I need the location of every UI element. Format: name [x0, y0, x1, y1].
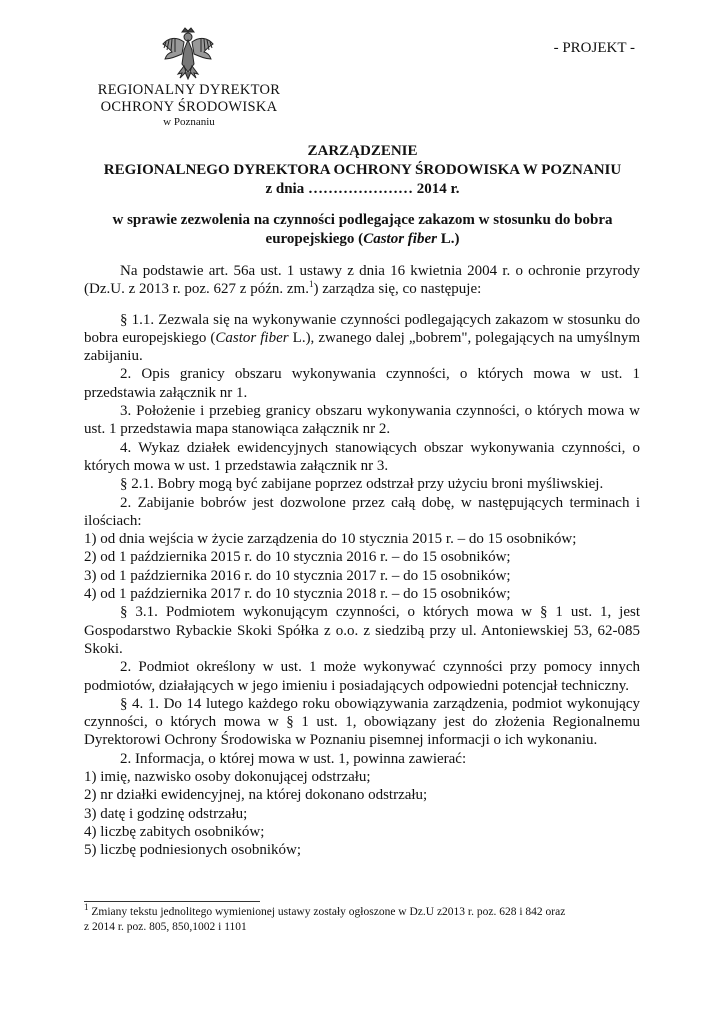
section-1-4: 4. Wykaz działek ewidencyjnych stanowiących obszar wykonywania czynności, o których mowa w ust. 1 przedstawia załącznik nr 3.	[84, 439, 640, 474]
section-3-2: 2. Podmiot określony w ust. 1 może wykonywać czynności przy pomocy innych podmiotów, działających w jego imieniu i posiadających odpowiedni potencjał techniczny.	[84, 659, 640, 694]
list-item: 4) od 1 października 2017 r. do 10 stycznia 2018 r. – do 15 osobników;	[84, 586, 511, 603]
list-item: 1) imię, nazwisko osoby dokonującej odstrzału;	[84, 769, 371, 786]
section-1-3: 3. Położenie i przebieg granicy obszaru wykonywania czynności, o których mowa w ust. 1 przedstawia mapa stanowiąca załącznik nr 2.	[84, 403, 640, 438]
footnote-divider	[84, 901, 260, 902]
list-item: 1) od dnia wejścia w życie zarządzenia do 10 stycznia 2015 r. – do 15 osobników;	[84, 531, 577, 548]
section-1-1: § 1.1. Zezwala się na wykonywanie czynności podlegających zakazom w stosunku do bobra europejskiego (Castor fiber L.), zwanego dalej „bobrem", polegających na umyślnym zabijaniu.	[84, 311, 640, 365]
draft-label: - PROJEKT -	[553, 40, 635, 56]
section-1-2: 2. Opis granicy obszaru wykonywania czynności, o których mowa w ust. 1 przedstawia załącznik nr 1.	[84, 366, 640, 401]
document-issuer: REGIONALNEGO DYREKTORA OCHRONY ŚRODOWISKA W POZNANIU	[103, 162, 622, 178]
document-date: z dnia ………………… 2014 r.	[265, 181, 460, 197]
list-item: 2) nr działki ewidencyjnej, na której dokonano odstrzału;	[84, 787, 428, 804]
list-item: 3) od 1 października 2016 r. do 10 stycznia 2017 r. – do 15 osobników;	[84, 567, 511, 584]
section-2-1: § 2.1. Bobry mogą być zabijane poprzez odstrzał przy użyciu broni myśliwskiej.	[120, 476, 604, 493]
section-2-2: 2. Zabijanie bobrów jest dozwolone przez całą dobę, w następujących terminach i ilościach:	[84, 494, 640, 529]
document-body	[84, 262, 640, 860]
preamble: Na podstawie art. 56a ust. 1 ustawy z dnia 16 kwietnia 2004 r. o ochronie przyrody (Dz.U. z 2013 r. poz. 627 z późn. zm.$^1$) zarządza się, co następuje:	[84, 263, 640, 298]
section-4-1: § 4. 1. Do 14 lutego każdego roku obowiązywania zarządzenia, podmiot wykonujący czynności, o których mowa w § 1 ust. 1, obowiązany jest do złożenia Regionalnemu Dyrektorowi Ochrony Środowiska w Poznaniu pisemnej informacji o ich wykonaniu.	[84, 695, 640, 749]
issuer-location: w Poznaniu	[163, 116, 215, 128]
issuer-name-line2: OCHRONY ŚRODOWISKA	[100, 99, 278, 115]
footnote: $^1$ Zmiany tekstu jednolitego wymienionej ustawy zostały ogłoszone w Dz.U z2013 r. poz. 628 i 842 oraz z 2014 r. poz. 805, 850,1002 i 1101	[84, 902, 566, 933]
section-3-1: § 3.1. Podmiotem wykonującym czynności, o których mowa w § 1 ust. 1, jest Gospodarstwo Rybackie Skoki Spółka z o.o. z siedzibą przy ul. Antoniewskiej 53, 62-085 Skoki.	[84, 604, 640, 657]
list-item: 3) datę i godzinę odstrzału;	[84, 805, 248, 822]
list-item: 5) liczbę podniesionych osobników;	[84, 842, 302, 859]
document-type: ZARZĄDZENIE	[307, 143, 418, 159]
footnote-ref: 1	[308, 279, 314, 290]
list-item: 4) liczbę zabitych osobników;	[84, 823, 265, 840]
document-subject: w sprawie zezwolenia na czynności podlegające zakazom w stosunku do bobra europejskiego (Castor fiber L.)	[112, 212, 613, 247]
section-4-2: 2. Informacja, o której mowa w ust. 1, powinna zawierać:	[120, 750, 467, 767]
list-item: 2) od 1 października 2015 r. do 10 stycznia 2016 r. – do 15 osobników;	[84, 549, 511, 566]
eagle-emblem-icon	[160, 26, 216, 80]
footnote-mark: 1	[84, 902, 89, 913]
issuer-name-line1: REGIONALNY DYREKTOR	[97, 82, 281, 98]
